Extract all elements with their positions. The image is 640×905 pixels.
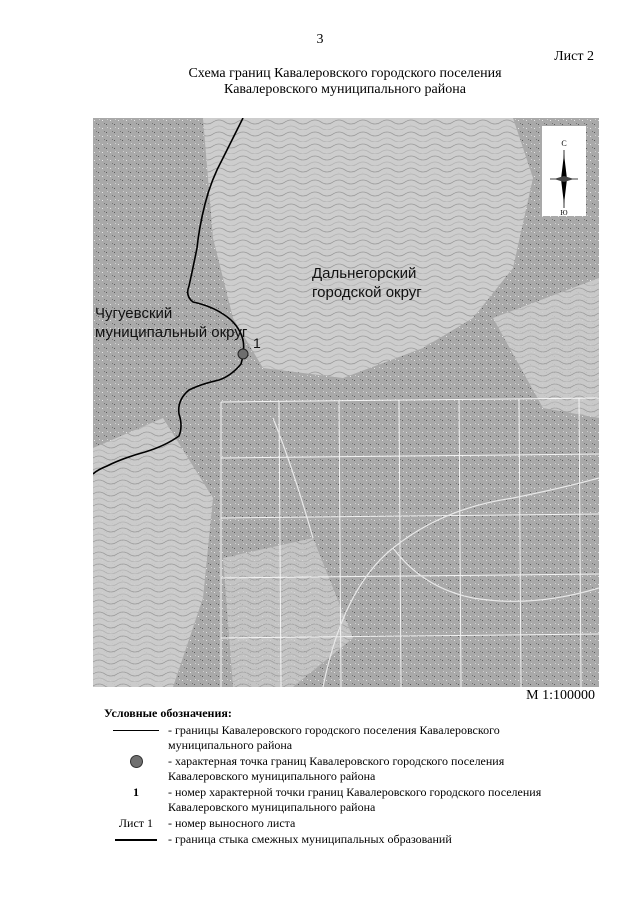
title-line-1: Схема границ Кавалеровского городского поселения — [188, 66, 502, 81]
legend-item-text: - номер характерной точки границ Кавалеровского городского поселения Кавалеровского муниципального района — [168, 785, 542, 814]
legend-item-text: - номер выносного листа — [168, 816, 296, 830]
compass-north-label: С — [561, 139, 567, 148]
legend-number-symbol: 1 — [133, 785, 139, 799]
sheet-label: Лист 2 — [554, 49, 594, 64]
legend-item-boundary — [104, 723, 584, 753]
compass-south-label: Ю — [560, 209, 568, 216]
legend-title: Условные обозначения: — [104, 706, 232, 720]
legend-dot-symbol — [104, 754, 168, 769]
legend-item-junction — [104, 832, 584, 847]
map-image — [93, 118, 599, 687]
legend-item-point-number — [104, 785, 584, 815]
legend-sheet-symbol: Лист 1 — [118, 816, 154, 830]
map-graphics — [93, 118, 599, 687]
legend-item-point — [104, 754, 584, 784]
map-label-point-number: 1 — [253, 335, 261, 351]
scale-label: М 1:100000 — [526, 688, 595, 703]
map-label-chuguevsky: Чугуевский муниципальный округ — [95, 305, 248, 341]
title-line-2: Кавалеровского муниципального района — [224, 82, 466, 97]
legend-item-text: - границы Кавалеровского городского поселения Кавалеровского муниципального района — [168, 723, 500, 752]
compass-rose — [542, 126, 586, 216]
legend-thick-line-symbol — [104, 832, 168, 847]
characteristic-point-1 — [238, 349, 248, 359]
legend-item-text: - характерная точка границ Кавалеровского городского поселения Кавалеровского муниципального района — [168, 754, 505, 783]
legend — [104, 706, 584, 847]
page-title — [0, 66, 640, 98]
map-label-dalnegorsk: Дальнегорский городской округ — [312, 265, 422, 301]
page-number: 3 — [316, 32, 324, 47]
legend-thin-line-symbol — [104, 723, 168, 738]
legend-item-text: - граница стыка смежных муниципальных образований — [168, 832, 452, 846]
legend-item-sheet — [104, 816, 584, 831]
